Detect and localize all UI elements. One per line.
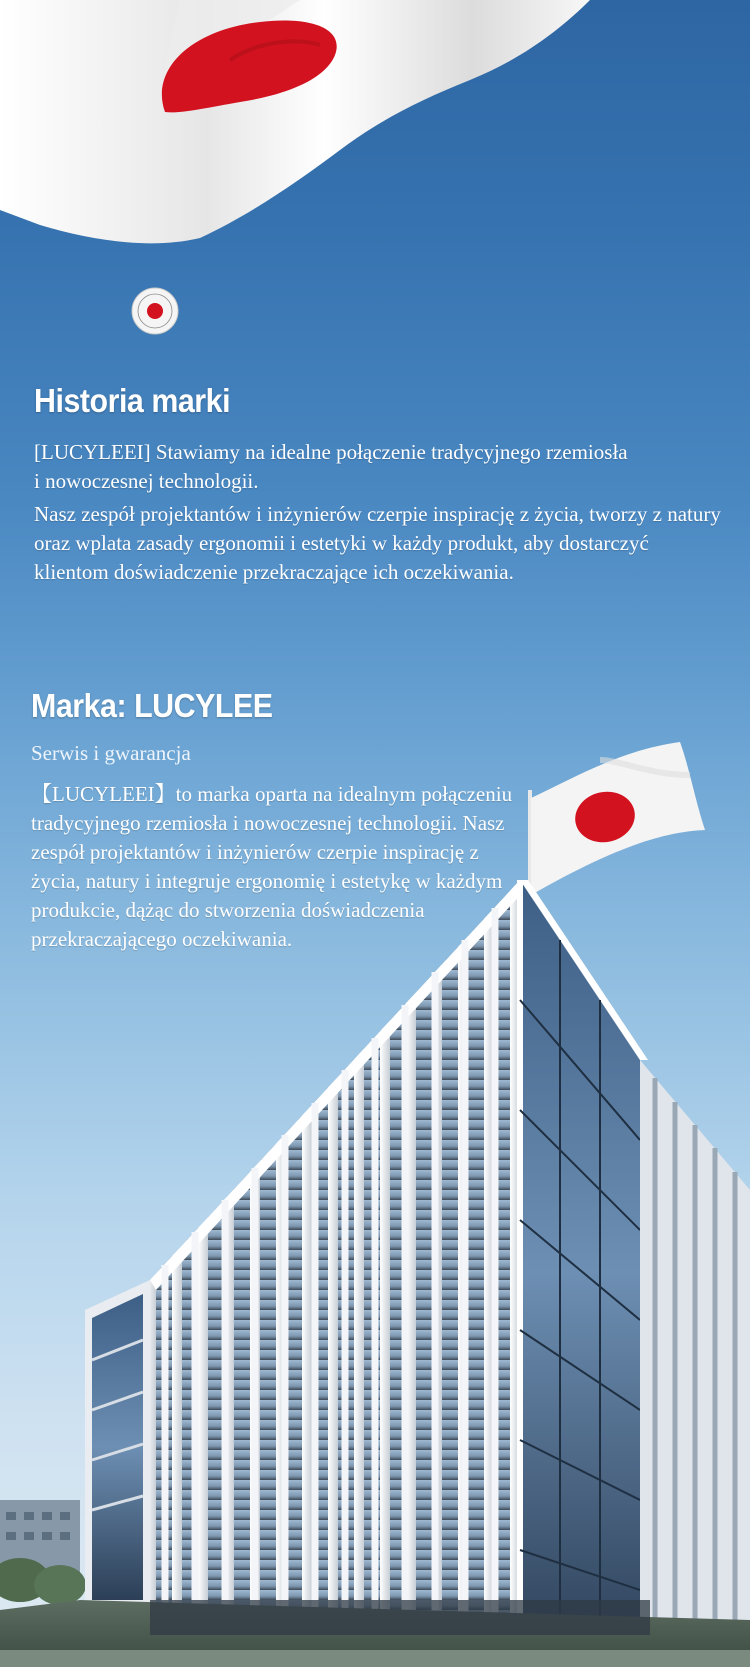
history-paragraph-1: [LUCYLEEI] Stawiamy na idealne połączenie tradycyjnego rzemiosła i nowoczesnej technologii. [34, 440, 628, 493]
brand-subtitle: Serwis i gwarancja [31, 741, 191, 765]
history-paragraph-2: Nasz zespół projektantów i inżynierów czerpie inspirację z życia, tworzy z natury oraz wplata zasady ergonomii i estetyki w każdy produkt, aby dostarczyć klientom doświadczenie przekraczające ich oczekiwania. [34, 502, 721, 584]
seal-badge-icon [131, 287, 179, 335]
history-title: Historia marki [34, 382, 231, 419]
brand-title: Marka: LUCYLEE [31, 687, 273, 724]
japan-flag-icon [0, 0, 600, 250]
history-section [34, 382, 724, 587]
brand-section [31, 687, 531, 954]
brand-paragraph: 【LUCYLEEI】to marka oparta na idealnym połączeniu tradycyjnego rzemiosła i nowoczesnej technologii. Nasz zespół projektantów i inżynierów czerpie inspirację z życia, natury i integruje ergonomię i estetykę w każdym produkcie, dążąc do stworzenia doświadczenia przekraczającego oczekiwania. [31, 782, 513, 951]
